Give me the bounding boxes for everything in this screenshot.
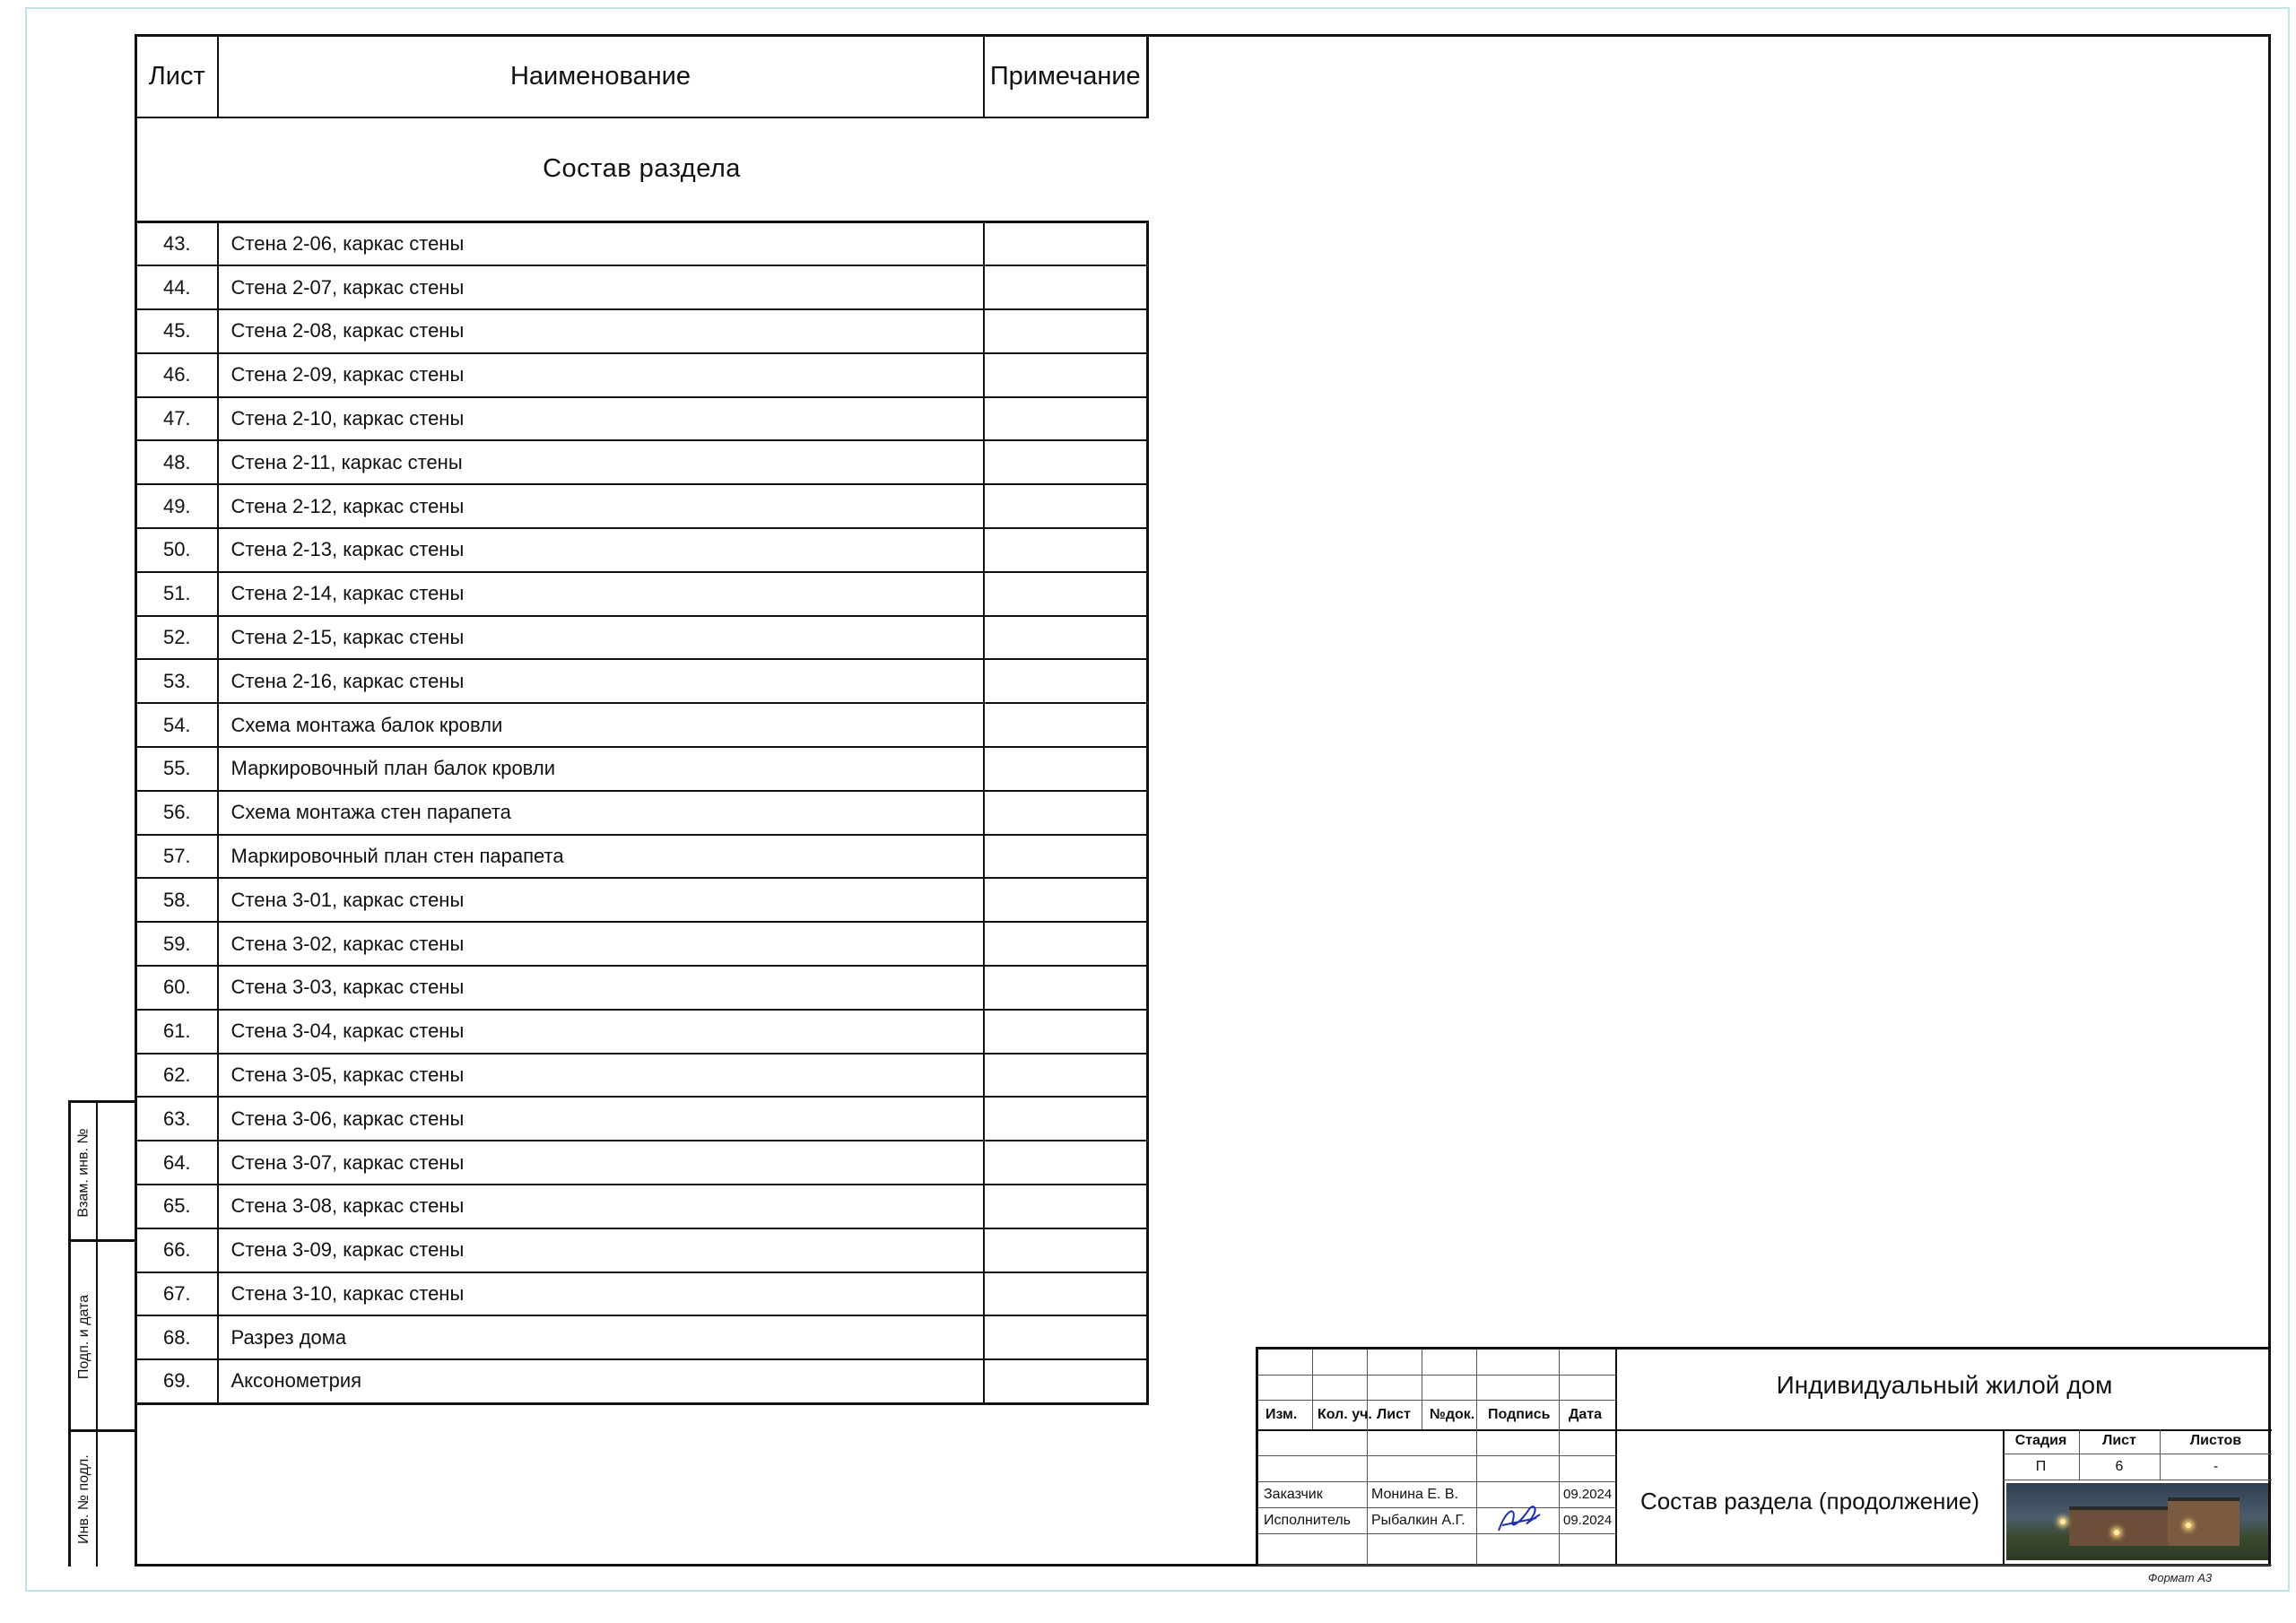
table-row xyxy=(136,309,1148,353)
table-row xyxy=(136,1315,1148,1359)
section-contents-table xyxy=(135,34,1149,1405)
row-sheet-name: Схема монтажа балок кровли xyxy=(218,703,984,747)
table-row xyxy=(136,572,1148,616)
tb-header-data: Дата xyxy=(1569,1407,1603,1422)
row-sheet-name: Стена 2-09, каркас стены xyxy=(218,353,984,397)
table-row xyxy=(136,1185,1148,1228)
row-sheet-name: Стена 3-04, каркас стены xyxy=(218,1010,984,1054)
row-sheet-number: 64. xyxy=(136,1141,218,1185)
row-sheet-name: Стена 2-16, каркас стены xyxy=(218,659,984,703)
row-sheet-name: Маркировочный план балок кровли xyxy=(218,747,984,791)
row-sheet-note xyxy=(984,616,1148,660)
row-sheet-note xyxy=(984,835,1148,879)
row-sheet-name: Стена 2-13, каркас стены xyxy=(218,528,984,572)
table-row xyxy=(136,1097,1148,1141)
stage-value: П xyxy=(2035,1459,2047,1474)
row-sheet-name: Стена 2-11, каркас стены xyxy=(218,440,984,484)
row-sheet-note xyxy=(984,791,1148,835)
row-sheet-name: Стена 3-02, каркас стены xyxy=(218,922,984,966)
binding-cell-podp-value xyxy=(98,1242,135,1432)
project-title: Индивидуальный жилой дом xyxy=(1776,1371,2113,1399)
row-sheet-note xyxy=(984,440,1148,484)
row-sheet-number: 68. xyxy=(136,1315,218,1359)
row-sheet-number: 57. xyxy=(136,835,218,879)
row-sheet-number: 63. xyxy=(136,1097,218,1141)
row-sheet-number: 49. xyxy=(136,484,218,528)
binding-label-podp-wrap xyxy=(71,1242,98,1432)
row-sheet-number: 61. xyxy=(136,1010,218,1054)
row-sheet-note xyxy=(984,1054,1148,1098)
title-block xyxy=(1256,1347,2269,1565)
row-sheet-note xyxy=(984,747,1148,791)
table-row xyxy=(136,440,1148,484)
tb-header-list: Лист xyxy=(1377,1407,1411,1422)
table-row xyxy=(136,966,1148,1010)
table-row xyxy=(136,1010,1148,1054)
tb-executor-role: Исполнитель xyxy=(1264,1513,1352,1528)
row-sheet-note xyxy=(984,966,1148,1010)
row-sheet-number: 50. xyxy=(136,528,218,572)
row-sheet-name: Стена 3-05, каркас стены xyxy=(218,1054,984,1098)
binding-label-inv-wrap xyxy=(71,1432,98,1567)
row-sheet-number: 67. xyxy=(136,1272,218,1316)
table-row xyxy=(136,1359,1148,1403)
row-sheet-number: 44. xyxy=(136,265,218,309)
row-sheet-note xyxy=(984,222,1148,266)
sheet-title: Состав раздела (продолжение) xyxy=(1639,1488,1980,1515)
row-sheet-number: 54. xyxy=(136,703,218,747)
row-sheet-note xyxy=(984,1010,1148,1054)
binding-label-vzam: Взам. инв. № xyxy=(76,1127,91,1218)
row-sheet-number: 52. xyxy=(136,616,218,660)
row-sheet-note xyxy=(984,1185,1148,1228)
sheets-label: Листов xyxy=(2189,1433,2242,1448)
row-sheet-name: Стена 2-10, каркас стены xyxy=(218,397,984,441)
table-row xyxy=(136,878,1148,922)
table-row xyxy=(136,353,1148,397)
row-sheet-note xyxy=(984,1272,1148,1316)
row-sheet-number: 65. xyxy=(136,1185,218,1228)
row-sheet-note xyxy=(984,1228,1148,1272)
row-sheet-number: 56. xyxy=(136,791,218,835)
row-sheet-name: Стена 3-03, каркас стены xyxy=(218,966,984,1010)
row-sheet-name: Стена 3-01, каркас стены xyxy=(218,878,984,922)
table-row xyxy=(136,265,1148,309)
row-sheet-number: 62. xyxy=(136,1054,218,1098)
row-sheet-note xyxy=(984,572,1148,616)
table-row xyxy=(136,1272,1148,1316)
row-sheet-number: 60. xyxy=(136,966,218,1010)
tb-header-izm: Изм. xyxy=(1265,1407,1298,1422)
row-sheet-number: 45. xyxy=(136,309,218,353)
row-sheet-note xyxy=(984,1097,1148,1141)
row-sheet-name: Стена 2-12, каркас стены xyxy=(218,484,984,528)
row-sheet-note xyxy=(984,703,1148,747)
row-sheet-number: 69. xyxy=(136,1359,218,1403)
row-sheet-number: 66. xyxy=(136,1228,218,1272)
row-sheet-name: Стена 2-08, каркас стены xyxy=(218,309,984,353)
tb-header-ndok: №док. xyxy=(1430,1407,1475,1422)
table-row xyxy=(136,1141,1148,1185)
row-sheet-name: Стена 3-09, каркас стены xyxy=(218,1228,984,1272)
row-sheet-number: 59. xyxy=(136,922,218,966)
tb-customer-name: Монина Е. В. xyxy=(1371,1487,1459,1502)
row-sheet-note xyxy=(984,265,1148,309)
signature-mark xyxy=(1493,1500,1547,1536)
binding-label-inv: Инв. № подл. xyxy=(76,1454,92,1544)
row-sheet-number: 43. xyxy=(136,222,218,266)
stage-label: Стадия xyxy=(2014,1433,2067,1448)
tb-customer-role: Заказчик xyxy=(1264,1487,1323,1502)
row-sheet-number: 48. xyxy=(136,440,218,484)
row-sheet-note xyxy=(984,528,1148,572)
sheets-value: - xyxy=(2213,1459,2219,1474)
row-sheet-note xyxy=(984,922,1148,966)
tb-customer-date: 09.2024 xyxy=(1563,1487,1613,1502)
row-sheet-name: Стена 2-07, каркас стены xyxy=(218,265,984,309)
house-render-image xyxy=(2006,1483,2268,1560)
row-sheet-note xyxy=(984,878,1148,922)
header-note: Примечание xyxy=(984,36,1148,117)
row-sheet-name: Стена 2-15, каркас стены xyxy=(218,616,984,660)
row-sheet-number: 47. xyxy=(136,397,218,441)
tb-header-podpis: Подпись xyxy=(1488,1407,1551,1422)
table-row xyxy=(136,528,1148,572)
row-sheet-name: Стена 3-08, каркас стены xyxy=(218,1185,984,1228)
header-name: Наименование xyxy=(218,36,984,117)
sheet-value: 6 xyxy=(2115,1459,2124,1474)
row-sheet-name: Стена 3-07, каркас стены xyxy=(218,1141,984,1185)
row-sheet-name: Стена 3-10, каркас стены xyxy=(218,1272,984,1316)
binding-strip xyxy=(68,1100,135,1567)
table-row xyxy=(136,922,1148,966)
row-sheet-name: Схема монтажа стен парапета xyxy=(218,791,984,835)
section-title: Состав раздела xyxy=(543,154,741,184)
row-sheet-note xyxy=(984,397,1148,441)
format-note: Формат А3 xyxy=(2148,1571,2213,1584)
row-sheet-name: Аксонометрия xyxy=(218,1359,984,1403)
row-sheet-note xyxy=(984,353,1148,397)
sheet-label: Лист xyxy=(2102,1433,2136,1448)
row-sheet-note xyxy=(984,1359,1148,1403)
table-row xyxy=(136,835,1148,879)
row-sheet-name: Стена 2-14, каркас стены xyxy=(218,572,984,616)
table-row xyxy=(136,659,1148,703)
tb-executor-date: 09.2024 xyxy=(1563,1513,1613,1528)
tb-header-kol: Кол. уч. xyxy=(1318,1407,1372,1422)
table-row xyxy=(136,1054,1148,1098)
table-row xyxy=(136,747,1148,791)
table-row xyxy=(136,484,1148,528)
row-sheet-number: 51. xyxy=(136,572,218,616)
row-sheet-note xyxy=(984,484,1148,528)
row-sheet-number: 58. xyxy=(136,878,218,922)
tb-executor-name: Рыбалкин А.Г. xyxy=(1371,1513,1465,1528)
row-sheet-number: 53. xyxy=(136,659,218,703)
row-sheet-note xyxy=(984,659,1148,703)
binding-label-podp: Подп. и дата xyxy=(76,1294,91,1380)
table-row xyxy=(136,222,1148,266)
row-sheet-name: Маркировочный план стен парапета xyxy=(218,835,984,879)
row-sheet-note xyxy=(984,309,1148,353)
table-row xyxy=(136,703,1148,747)
row-sheet-note xyxy=(984,1141,1148,1185)
binding-cell-vzam-value xyxy=(98,1103,135,1242)
table-row xyxy=(136,791,1148,835)
row-sheet-number: 55. xyxy=(136,747,218,791)
table-row xyxy=(136,616,1148,660)
row-sheet-note xyxy=(984,1315,1148,1359)
row-sheet-name: Разрез дома xyxy=(218,1315,984,1359)
table-row xyxy=(136,397,1148,441)
row-sheet-name: Стена 3-06, каркас стены xyxy=(218,1097,984,1141)
table-row xyxy=(136,1228,1148,1272)
binding-label-vzam-wrap xyxy=(71,1103,98,1242)
row-sheet-number: 46. xyxy=(136,353,218,397)
header-sheet: Лист xyxy=(136,36,218,117)
row-sheet-name: Стена 2-06, каркас стены xyxy=(218,222,984,266)
